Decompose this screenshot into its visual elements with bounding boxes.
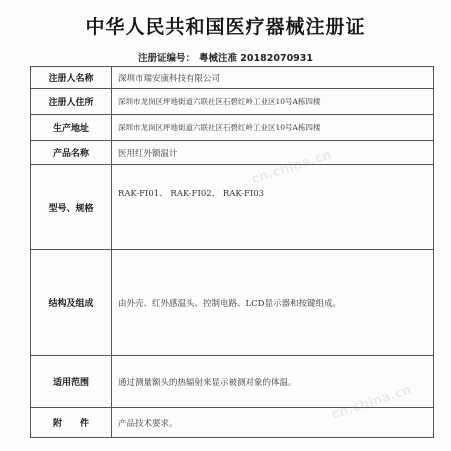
row-label-model-spec: 型号、规格 — [31, 165, 112, 250]
row-label-production-address: 生产地址 — [31, 115, 112, 141]
row-value-production-address: 深圳市龙岗区坪地街道六联社区石碧红岭工业区10号A栋四楼 — [112, 115, 434, 141]
registration-number-label: 注册证编号： — [137, 53, 195, 64]
row-value-product-name: 医用红外额温计 — [112, 141, 434, 165]
row-value-registrant-address: 深圳市龙岗区坪地街道六联社区石碧红岭工业区10号A栋四楼 — [112, 89, 434, 115]
table-row — [31, 67, 434, 89]
row-value-model-spec: RAK-FI01、 RAK-FI02、 RAK-FI03 — [112, 165, 434, 250]
row-label-attachment: 附 件 — [31, 408, 112, 438]
row-label-scope: 适用范围 — [31, 356, 112, 408]
certificate-title: 中华人民共和国医疗器械注册证 — [85, 16, 366, 38]
table-row — [31, 141, 434, 165]
table-row — [31, 115, 434, 141]
registration-number-value: 粤械注准 20182070931 — [198, 53, 314, 64]
registration-number — [0, 50, 451, 64]
row-value-scope: 通过测量额头的热辐射来显示被测对象的体温。 — [112, 356, 434, 408]
table-row — [31, 165, 434, 250]
table-row — [31, 89, 434, 115]
table-row — [31, 356, 434, 408]
watermark: cn.china.cn — [249, 147, 334, 188]
row-label-registrant-address: 注册人住所 — [31, 89, 112, 115]
row-value-attachment: 产品技术要求。 — [112, 408, 434, 438]
row-label-structure: 结构及组成 — [31, 250, 112, 356]
row-label-registrant-name: 注册人名称 — [31, 67, 112, 89]
row-value-registrant-name: 深圳市瑞安康科技有限公司 — [112, 67, 434, 89]
table-row — [31, 408, 434, 438]
row-label-product-name: 产品名称 — [31, 141, 112, 165]
table-row — [31, 250, 434, 356]
row-value-structure: 由外壳、红外感温头、控制电路、LCD显示器和按键组成。 — [112, 250, 434, 356]
watermark: cn.china.cn — [329, 382, 414, 423]
certificate-table — [30, 66, 434, 438]
